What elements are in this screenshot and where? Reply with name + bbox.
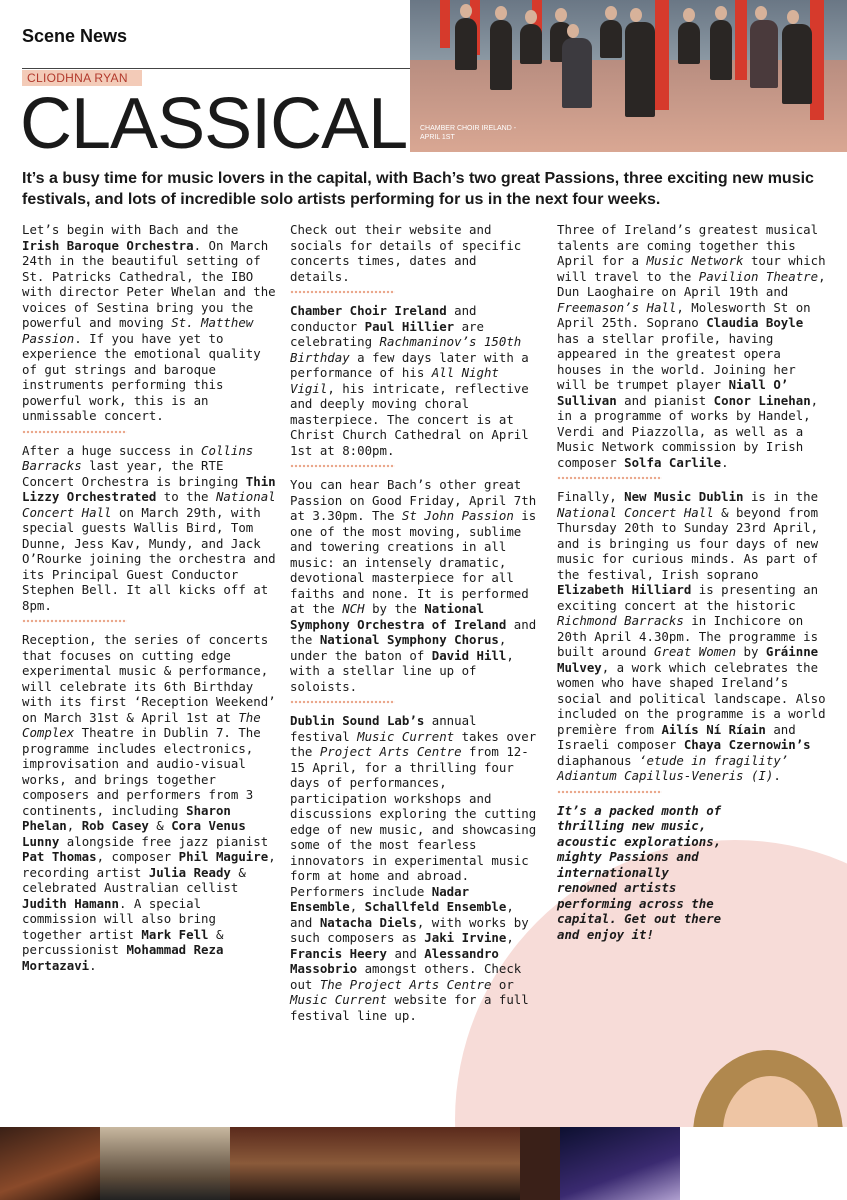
page-title: CLASSICAL xyxy=(20,84,408,164)
dotted-divider xyxy=(22,426,127,434)
stage-light-photo xyxy=(560,1127,680,1200)
bottom-photo-strip xyxy=(0,1127,847,1200)
choir-member xyxy=(562,38,592,108)
orchestra-photo xyxy=(230,1127,520,1200)
red-pole xyxy=(810,0,824,120)
violin-photo xyxy=(0,1127,100,1200)
choir-member xyxy=(455,18,477,70)
performer-photo xyxy=(520,1127,560,1200)
dotted-divider xyxy=(290,460,395,468)
hero-caption xyxy=(420,124,550,142)
choir-member xyxy=(782,24,812,104)
choir-member xyxy=(600,20,622,58)
choir-member xyxy=(750,20,778,88)
author-tag: CLIODHNA RYAN xyxy=(22,70,142,86)
paragraph-new-music-dublin: Finally, New Music Dublin is in the National Concert Hall & beyond from Thursday 20th to Sunday 23rd April, and is bringing us four days of new music for curious minds. As part of the festival, Irish soprano Elizabeth Hilliard is presenting an exciting concert at the historic Richmond Barracks in Inchicore on 20th April 4.30pm. The programme is built around Great Women by Gráinne Mulvey, a work which celebrates the women who have shaped Ireland’s social and political landscape. Also included on the programme is a world première from Ailís Ní Ríain and Israeli composer Chaya Czernowin’s diaphanous ‘etude in fragility’ Adiantum Capillus-Veneris (I). xyxy=(557,489,826,783)
paragraph-thin-lizzy: After a huge success in Collins Barracks last year, the RTE Concert Orchestra is bringing Thin Lizzy Orchestrated to the National Concert Hall on March 29th, with special guests Wallis Bird, Tom Dunne, Jess Kav, Mundy, and Jack O’Rourke joining the orchestra and its Principal Guest Conductor Stephen Bell. It all kicks off at 8pm. xyxy=(22,442,276,613)
header-rule xyxy=(22,68,412,69)
paragraph-reception: Reception, the series of concerts that focuses on cutting edge experimental music & performance, will celebrate its 6th Birthday with its first ‘Reception Weekend’ on March 31st & April 1st at The Complex Theatre in Dublin 7. The programme includes electronics, improvisation and audio-visual works, and brings together composers and performers from 3 continents, including Sharon Phelan, Rob Casey & Cora Venus Lunny alongside free jazz pianist Pat Thomas, composer Phil Maguire, recording artist Julia Ready & celebrated Australian cellist Judith Hamann. A special commission will also bring together artist Mark Fell & percussionist Mohammad Reza Mortazavi. xyxy=(22,632,276,973)
column-1 xyxy=(22,222,280,973)
red-pole xyxy=(655,0,669,110)
red-pole xyxy=(735,0,747,80)
paragraph-music-network: Three of Ireland’s greatest musical talents are coming together this April for a Music Network tour which will travel to the Pavilion Theatre, Dun Laoghaire on April 19th and Freemason’s Hall, Molesworth St on April 25th. Soprano Claudia Boyle has a stellar profile, having appeared in the greatest opera houses in the world. Joining her will be trumpet player Niall O’ Sullivan and pianist Conor Linehan, in a programme of works by Handel, Verdi and Piazzolla, as well as a Music Network commission by Irish composer Solfa Carlile. xyxy=(557,222,826,470)
choir-member xyxy=(625,22,655,117)
paragraph-dublin-sound-lab: Dublin Sound Lab’s annual festival Music Current takes over the Project Arts Centre from 12-15 April, for a thrilling four days of performances, participation workshops and discussions exploring the cutting edge of new music, and showcasing some of the most fearless innovators in experimental music form at home and abroad. Performers include Nadar Ensemble, Schallfeld Ensemble, and Natacha Diels, with works by such composers as Jaki Irvine, Francis Heery and Alessandro Massobrio amongst others. Check out The Project Arts Centre or Music Current website for a full festival line up. xyxy=(290,713,537,1023)
paragraph-website-note: Check out their website and socials for details of specific concerts times, dates and details. xyxy=(290,222,522,284)
dotted-divider xyxy=(557,786,662,794)
column-2 xyxy=(290,222,542,1023)
section-label: Scene News xyxy=(22,26,128,46)
hero-caption-line: CHAMBER CHOIR IRELAND - xyxy=(420,125,517,132)
choir-member xyxy=(678,22,700,64)
dotted-divider xyxy=(290,286,395,294)
conductor-photo xyxy=(100,1127,230,1200)
red-pole xyxy=(440,0,450,48)
column-3 xyxy=(557,222,827,942)
dotted-divider xyxy=(22,615,127,623)
strip-blank xyxy=(680,1127,847,1200)
intro-paragraph: It’s a busy time for music lovers in the capital, with Bach’s two great Passions, three exciting new music festivals, and lots of incredible solo artists performing for us in the next four weeks. xyxy=(22,170,814,208)
dotted-divider xyxy=(290,696,395,704)
choir-member xyxy=(710,20,732,80)
paragraph-st-john-passion: You can hear Bach’s other great Passion on Good Friday, April 7th at 3.30pm. The St John Passion is one of the most moving, sublime and towering creations in all music: an intensely dramatic, devotional masterpiece for all faiths and none. It is performed at the NCH by the National Symphony Orchestra of Ireland and the National Symphony Chorus, under the baton of David Hill, with a stellar line up of soloists. xyxy=(290,477,537,694)
paragraph-chamber-choir: Chamber Choir Ireland and conductor Paul Hillier are celebrating Rachmaninov’s 150th Birthday a few days later with a performance of his All Night Vigil, his intricate, reflective and deeply moving choral masterpiece. The concert is at Christ Church Cathedral on April 1st at 8:00pm. xyxy=(290,303,529,458)
paragraph-baroque-orchestra: Let’s begin with Bach and the Irish Baroque Orchestra. On March 24th in the beautiful setting of St. Patricks Cathedral, the IBO with director Peter Whelan and the voices of Sestina bring you the powerful and moving St. Matthew Passion. If you have yet to experience the emotional quality of gut strings and baroque instruments performing this powerful work, this is an unmissable concert. xyxy=(22,222,276,423)
choir-member xyxy=(520,24,542,64)
hero-caption-line: APRIL 1ST xyxy=(420,134,455,141)
dotted-divider xyxy=(557,472,662,480)
choir-member xyxy=(490,20,512,90)
closing-paragraph: It’s a packed month of thrilling new music, acoustic explorations, mighty Passions and internationally renowned artists performing across the capital. Get out there and enjoy it! xyxy=(557,802,722,942)
